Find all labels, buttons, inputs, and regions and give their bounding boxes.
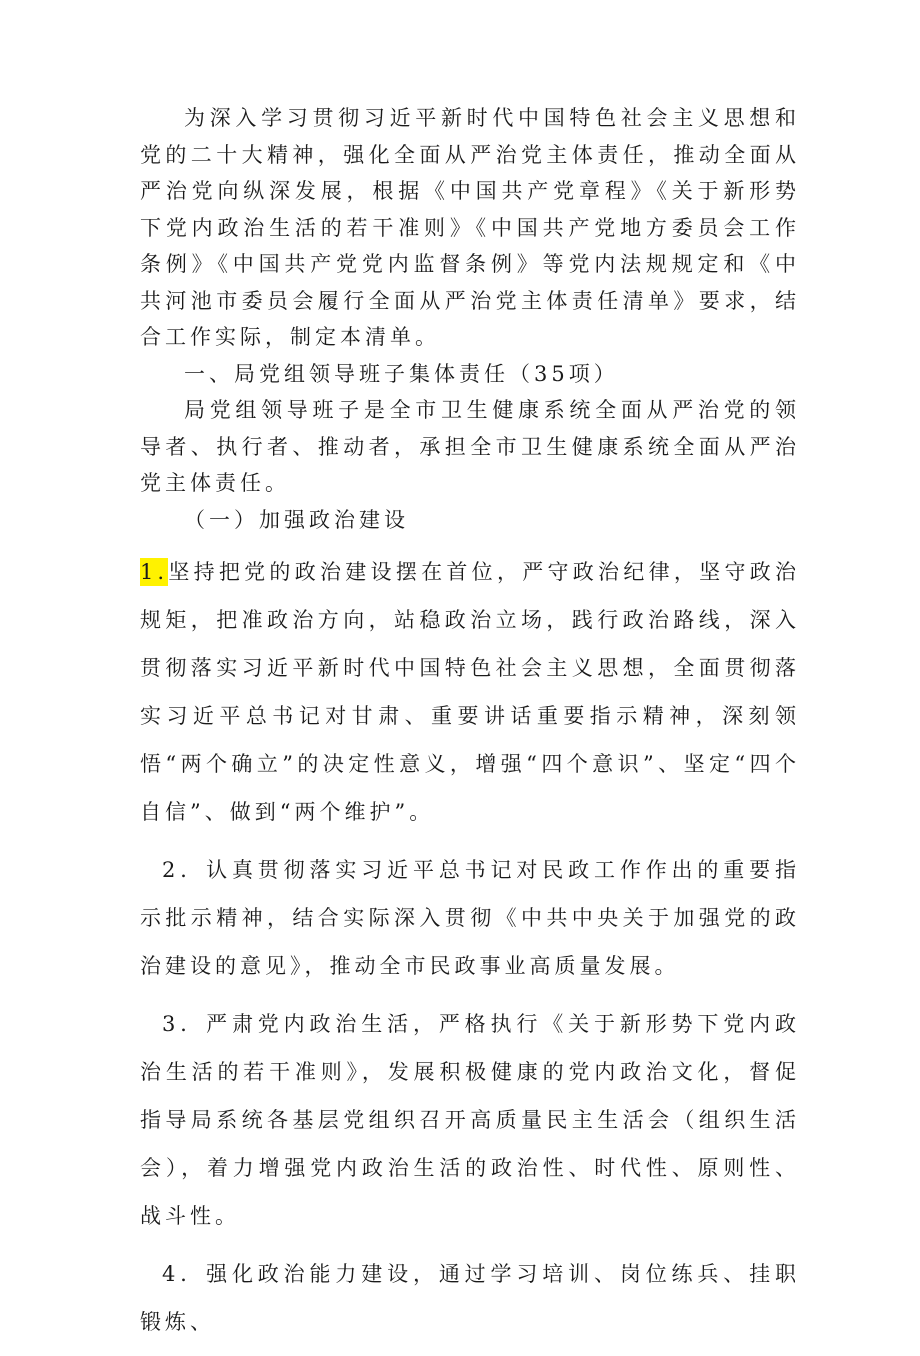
item-number-highlighted: 1. [140, 560, 169, 584]
subsection-heading: （一）加强政治建设 [184, 507, 409, 532]
item-text: 严肃党内政治生活，严格执行《关于新形势下党内政治生活的若干准则》，发展积极健康的党内政治文化，督促指导局系统各基层党组织召开高质量民主生活会（组织生活会），着力增强党内政治生活的政治性、时代性、原则性、战斗性。 [140, 1012, 800, 1228]
document-page [140, 100, 800, 1356]
item-text: 强化政治能力建设，通过学习培训、岗位练兵、挂职锻炼、 [140, 1262, 800, 1334]
item-text: 坚持把党的政治建设摆在首位，严守政治纪律，坚守政治规矩，把准政治方向，站稳政治立场，践行政治路线，深入贯彻落实习近平新时代中国特色社会主义思想，全面贯彻落实习近平总书记对甘肃、重要讲话重要指示精神，深刻领悟“两个确立”的决定性意义，增强“四个意识”、坚定“四个自信”、做到“两个维护”。 [140, 560, 800, 824]
list-item [140, 548, 800, 836]
list-item [140, 1000, 800, 1240]
section-description: 局党组领导班子是全市卫生健康系统全面从严治党的领导者、执行者、推动者，承担全市卫生健康系统全面从严治党主体责任。 [140, 398, 800, 495]
item-number: 4． [162, 1262, 207, 1286]
section-heading: 一、局党组领导班子集体责任（35项） [184, 361, 619, 386]
intro-paragraph: 为深入学习贯彻习近平新时代中国特色社会主义思想和党的二十大精神，强化全面从严治党主体责任，推动全面从严治党向纵深发展，根据《中国共产党章程》《关于新形势下党内政治生活的若干准则》《中国共产党地方委员会工作条例》《中国共产党党内监督条例》等党内法规规定和《中共河池市委员会履行全面从严治党主体责任清单》要求，结合工作实际，制定本清单。 [140, 106, 800, 349]
item-text: 认真贯彻落实习近平总书记对民政工作作出的重要指示批示精神，结合实际深入贯彻《中共中央关于加强党的政治建设的意见》，推动全市民政事业高质量发展。 [140, 858, 800, 978]
list-item [140, 1250, 800, 1346]
list-item [140, 846, 800, 990]
item-number: 3． [162, 1012, 207, 1036]
item-number: 2． [162, 858, 207, 882]
